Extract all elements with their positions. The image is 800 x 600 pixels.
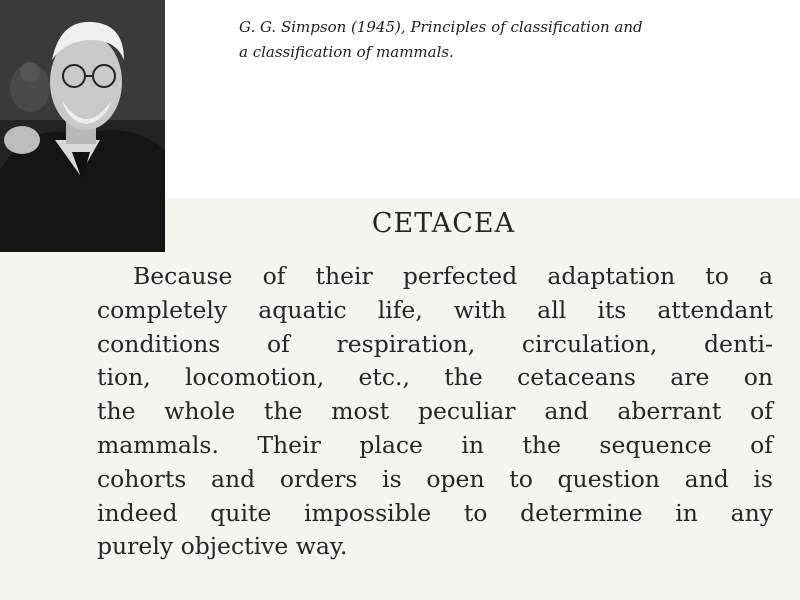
- body-line: the whole the most peculiar and aberrant of: [97, 397, 773, 426]
- body-line: Because of their perfected adaptation to a: [133, 262, 773, 290]
- body-line: cohorts and orders is open to question and is: [97, 464, 773, 493]
- body-line: purely objective way.: [97, 532, 348, 561]
- section-heading: CETACEA: [371, 208, 516, 239]
- body-line: tion, locomotion, etc., the cetaceans are on: [97, 363, 773, 392]
- body-line: conditions of respiration, circulation, denti-: [97, 329, 773, 358]
- citation-line-1: G. G. Simpson (1945), Principles of classification and: [239, 18, 643, 36]
- body-line: completely aquatic life, with all its attendant: [97, 295, 773, 324]
- body-line: indeed quite impossible to determine in any: [97, 498, 773, 527]
- citation-line-2: a classification of mammals.: [239, 43, 454, 61]
- body-line: mammals. Their place in the sequence of: [97, 430, 773, 459]
- body-paragraph: [97, 260, 773, 564]
- citation-caption: [239, 15, 689, 65]
